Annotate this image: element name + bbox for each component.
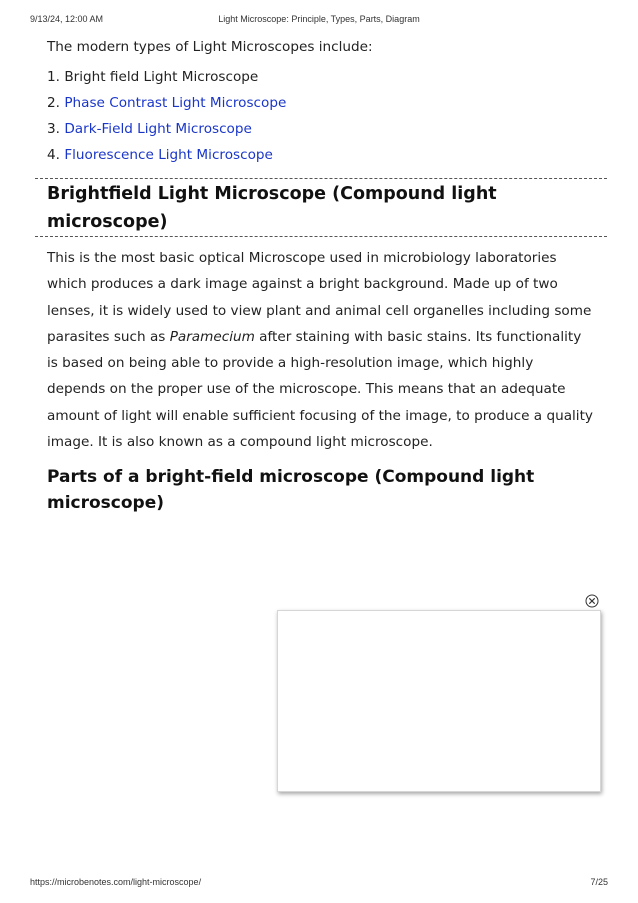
paragraph-text: This is the most basic optical Microscope used in microbiology laboratories which produces a dark image against a bright background. Made up of two lenses, it is widely used to view plant and animal cell organelles including some parasites such as <box>47 250 592 345</box>
section-heading: Brightfield Light Microscope (Compound light microscope) <box>35 178 607 237</box>
ad-placeholder <box>277 610 601 792</box>
paragraph-text: after staining with basic stains. Its functionality is based on being able to provide a high-resolution image, which highly depends on the proper use of the microscope. This means that an adequate amount of light will enable sufficient focusing of the image, to produce a quality image. It is also known as a compound light microscope. <box>47 328 593 451</box>
sub-heading: Parts of a bright-field microscope (Compound light microscope) <box>47 467 535 514</box>
list-number: 2. <box>47 95 60 111</box>
fluorescence-link[interactable]: Fluorescence Light Microscope <box>64 147 273 163</box>
list-number: 1. <box>47 69 60 85</box>
list-item-label: Bright field Light Microscope <box>64 69 259 85</box>
list-item <box>47 64 595 90</box>
page-number: 7/25 <box>590 877 608 887</box>
print-page-title: Light Microscope: Principle, Types, Parts, Diagram <box>218 14 420 24</box>
italic-term: Paramecium <box>169 328 255 345</box>
types-intro: The modern types of Light Microscopes include: <box>47 39 373 55</box>
close-circle-icon[interactable] <box>585 593 599 607</box>
phase-contrast-link[interactable]: Phase Contrast Light Microscope <box>64 95 287 111</box>
print-datetime: 9/13/24, 12:00 AM <box>30 14 104 24</box>
article-content <box>47 34 595 516</box>
list-item <box>47 142 595 168</box>
list-item <box>47 90 595 116</box>
list-number: 3. <box>47 121 60 137</box>
list-number: 4. <box>47 147 60 163</box>
microscope-types-list <box>47 64 595 168</box>
dark-field-link[interactable]: Dark-Field Light Microscope <box>64 121 252 137</box>
print-url: https://microbenotes.com/light-microscope/ <box>30 877 202 887</box>
brightfield-description <box>47 245 595 455</box>
list-item <box>47 116 595 142</box>
